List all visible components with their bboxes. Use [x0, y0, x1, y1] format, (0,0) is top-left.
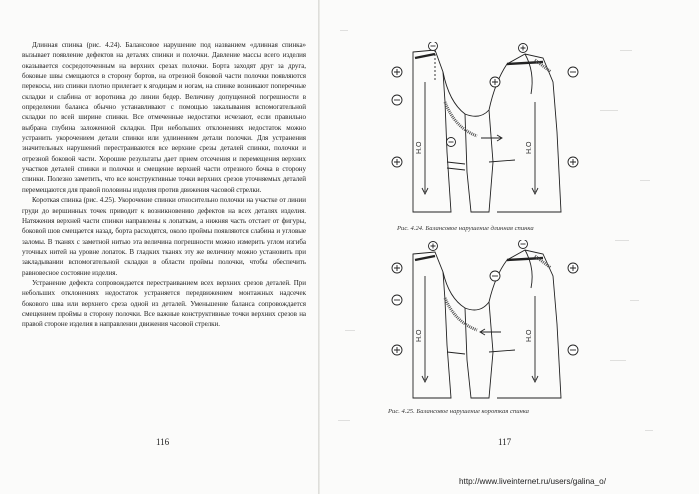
figure2-label-right: Н.О — [526, 329, 533, 342]
figure1-caption: Рис. 4.24. Балансовое нарушение длинная спинка — [397, 225, 534, 232]
paragraph-short-back: Короткая спинка (рис. 4.25). Укорочение спинки относительно полочки на участке от линии груди до вершинных точек приводит к возникновению дефектов на всех деталях изделия. Натяжения верхней части спинки направлены к лопаткам, а нижняя часть отстает от фигуры, боковой шов смещается назад, борта расходятся, около проймы появляются слабина и угловые заломы. В тканях с заметной нитью эта величина погрешности можно измерить углом изгиба уточных нитей на уровне лопаток. В гладких тканях эту же величину можно установить при закладывании вспомогательной складки в области проймы полочки, чтобы обеспечить равновесное состояние изделия. — [22, 196, 306, 277]
paragraph-defect-fix: Устранение дефекта сопровождается перестраиванием всех верхних срезов деталей. При небольших отклонениях недостаток устраняется передвижением монтажных надсечек бокового шва или верхнего среза одной из деталей. Уменьшение баланса сопровождается смещением проймы в сторону полочки. Все важные конструктивные точки верхних срезов на правой стороне изделия в направлении движения часовой стрелки. — [22, 278, 306, 329]
figure1-label-left: Н.О — [416, 141, 423, 154]
page-number-right: 117 — [498, 437, 512, 447]
figure2-label-left: Н.О — [416, 329, 423, 342]
figure1-label-right: Н.О — [526, 141, 533, 154]
figure2-caption: Рис. 4.25. Балансовое нарушение короткая спинка — [388, 408, 529, 415]
page-number-left: 116 — [156, 437, 170, 447]
watermark-url: http://www.liveinternet.ru/users/galina_o/ — [459, 477, 606, 486]
paragraph-long-back: Длинная спинка (рис. 4.24). Балансовое нарушение под названием «длинная спинка» вызывает появление дефектов на деталях спинки и полочки. Давление массы всего изделия оказывается сосредоточенным на верхних срезах полочки. Борта заходят друг за друга, боковые швы смещаются в сторону бортов, на отрезной боковой части полочки появляются перекосы, низ спинки плотно прилегает к ягодицам и ногам, на спинке возникают поперечные складки и слабина от воротника до линии бедер. Величину допущенной погрешности в определении баланса обычно устанавливают с помощью закалывания вспомогательной складки по всей ширине спинки. Все отмеченные недостатки исчезают, если правильно выбрана глубина заложенной складки. При небольших отклонениях недостаток можно устранить укорочением детали спинки или удлинением детали полочки. Для устранения значительных нарушений перестраиваются все верхние срезы деталей спинки, полочки и отрезной боковой части. Хорошие результаты дает прием отсечения и перемещения верхних участков деталей спинки и полочки и смещение верхней части отрезного бочка в сторону спинки. Полезно заметить, что все конструктивные точки верхних срезов уточняемых деталей перемещаются для правой половины изделия против движения часовой стрелки. — [22, 41, 306, 194]
